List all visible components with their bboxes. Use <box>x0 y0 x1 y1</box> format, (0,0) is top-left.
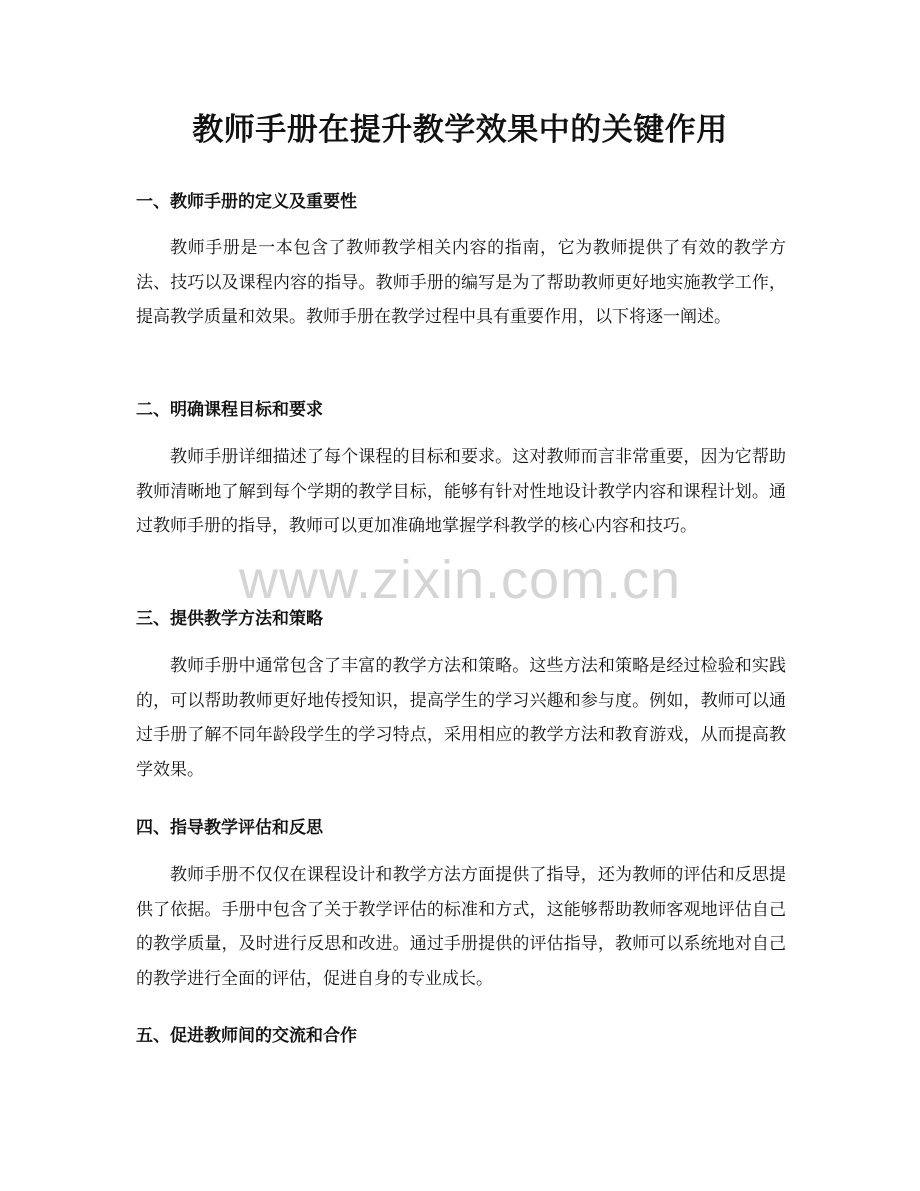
section-heading-1: 一、教师手册的定义及重要性 <box>136 192 357 212</box>
section-paragraph-2: 教师手册详细描述了每个课程的目标和要求。这对教师而言非常重要，因为它帮助教师清晰地了解到每个学期的教学目标，能够有针对性地设计教学内容和课程计划。通过教师手册的指导，教师可以更加准确地掌握学科教学的核心内容和技巧。 <box>136 447 786 536</box>
section-heading-2: 二、明确课程目标和要求 <box>136 400 323 420</box>
section-paragraph-1: 教师手册是一本包含了教师教学相关内容的指南，它为教师提供了有效的教学方法、技巧以及课程内容的指导。教师手册的编写是为了帮助教师更好地实施教学工作，提高教学质量和效果。教师手册在教学过程中具有重要作用，以下将逐一阐述。 <box>136 238 786 327</box>
section-paragraph-3: 教师手册中通常包含了丰富的教学方法和策略。这些方法和策略是经过检验和实践的，可以帮助教师更好地传授知识，提高学生的学习兴趣和参与度。例如，教师可以通过手册了解不同年龄段学生的学习特点，采用相应的教学方法和教育游戏，从而提高教学效果。 <box>136 656 786 780</box>
watermark: www.zixin.com.cn <box>238 550 682 610</box>
section-heading-5: 五、促进教师间的交流和合作 <box>136 1026 357 1046</box>
document-title: 教师手册在提升教学效果中的关键作用 <box>192 112 728 148</box>
section-heading-3: 三、提供教学方法和策略 <box>136 609 323 629</box>
section-paragraph-4: 教师手册不仅仅在课程设计和教学方法方面提供了指导，还为教师的评估和反思提供了依据。手册中包含了关于教学评估的标准和方式，这能够帮助教师客观地评估自己的教学质量，及时进行反思和改进。通过手册提供的评估指导，教师可以系统地对自己的教学进行全面的评估，促进自身的专业成长。 <box>136 865 786 989</box>
section-heading-4: 四、指导教学评估和反思 <box>136 818 323 838</box>
